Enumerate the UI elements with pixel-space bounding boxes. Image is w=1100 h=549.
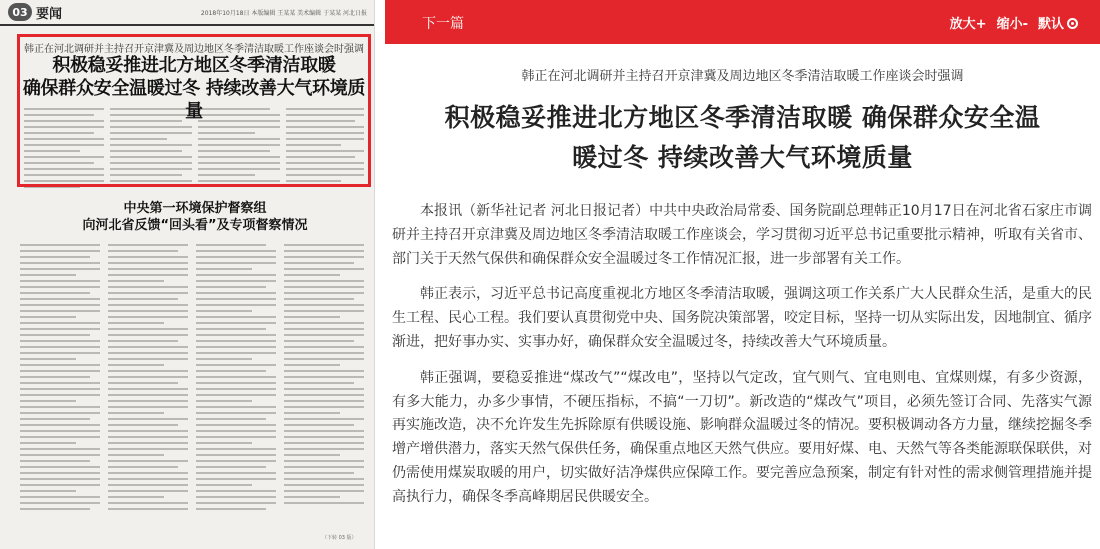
highlight-title-line-2: 确保群众安全温暖过冬 持续改善大气环境质量 — [22, 78, 366, 122]
text-column — [284, 244, 364, 508]
reset-circle-icon — [1067, 18, 1078, 29]
section-name: 要闻 — [36, 6, 63, 22]
text-column — [196, 244, 276, 514]
text-column — [108, 244, 188, 514]
zoom-out-button[interactable]: 缩小- — [996, 17, 1028, 32]
article-subtitle: 韩正在河北调研并主持召开京津冀及周边地区冬季清洁取暖工作座谈会时强调 — [521, 69, 964, 84]
article-paragraph: 韩正表示，习近平总书记高度重视北方地区冬季清洁取暖，强调这项工作关系广大人民群众生活，是重大的民生工程、民心工程。我们要认真贯彻党中央、国务院决策部署，咬定目标，坚持一切从实际出发，因地制宜、循序渐进，把好事办实、实事办好，确保群众安全温暖过冬，持续改善大气环境质量。 — [392, 286, 1092, 350]
page-meta: 2018年10月18日 本版编辑 王某某 美术编辑 于某某 河北日报 — [200, 9, 367, 17]
next-article-link[interactable]: 下一篇 — [422, 16, 464, 32]
article-title-line-2: 暖过冬 持续改善大气环境质量 — [572, 143, 913, 172]
highlight-title — [22, 54, 366, 123]
highlight-title-line-1: 积极稳妥推进北方地区冬季清洁取暖 — [52, 55, 336, 76]
article-paragraph: 本报讯（新华社记者 河北日报记者）中共中央政治局常委、国务院副总理韩正10月17日在河北省石家庄市调研并主持召开京津冀及周边地区冬季清洁取暖工作座谈会，学习贯彻习近平总书记重要批示精神，听取有关省市、部门关于天然气保供和确保群众安全温暖过冬工作情况汇报，进一步部署有关工作。 — [392, 203, 1092, 267]
page-number-badge: 03 — [8, 3, 32, 21]
second-title-line-1: 中央第一环境保护督察组 — [123, 201, 267, 216]
second-article-title[interactable] — [20, 200, 370, 234]
second-title-line-2: 向河北省反馈“回头看”及专项督察情况 — [82, 218, 308, 233]
default-size-label: 默认 — [1037, 17, 1064, 32]
article-title — [385, 98, 1100, 178]
article-paragraph: 韩正强调，要稳妥推进“煤改气”“煤改电”，坚持以气定改，宜气则气、宜电则电、宜煤则煤，有多少资源，有多大能力，办多少事情，不硬压指标，不搞“一刀切”。新改造的“煤改气”项目，必须先签订合同、先落实气源再实施改造，决不允许发生先拆除原有供暖设施、影响群众温暖过冬的情况。要积极调动各方力量，继续挖掘冬季增产增供潜力，落实天然气保供任务，确保重点地区天然气供应。要用好煤、电、天然气等各类能源联保联供，对仍需使用煤炭取暖的用户，切实做好洁净煤供应保障工作。要完善应急预案，制定有针对性的需求侧管理措施并提高执行力，确保冬季高峰期居民供暖安全。 — [392, 369, 1092, 505]
highlight-subtitle: 韩正在河北调研并主持召开京津冀及周边地区冬季清洁取暖工作座谈会时强调 — [24, 44, 364, 55]
zoom-controls — [950, 13, 1078, 32]
article-title-line-1: 积极稳妥推进北方地区冬季清洁取暖 确保群众安全温 — [444, 103, 1041, 132]
zoom-in-button[interactable]: 放大+ — [949, 17, 987, 32]
default-size-button[interactable] — [1038, 13, 1078, 32]
reader-toolbar — [385, 0, 1100, 44]
text-column — [20, 244, 100, 514]
newspaper-page-thumbnail — [0, 0, 375, 549]
page-footer: （下转 03 版） — [322, 535, 357, 541]
article-body — [392, 200, 1092, 522]
page-header — [0, 0, 375, 26]
article-reader — [385, 0, 1100, 549]
